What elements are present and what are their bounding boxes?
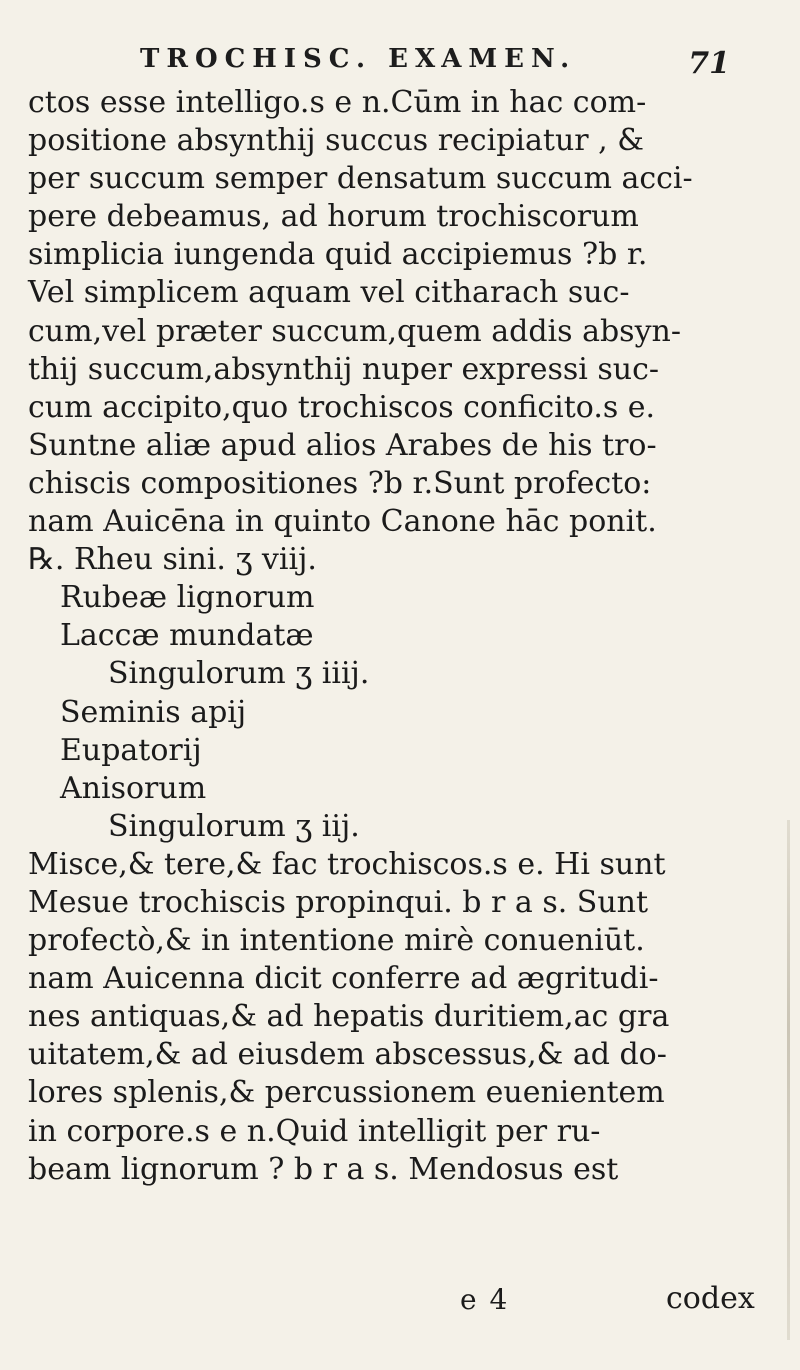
- recipe-ingredient: Laccæ mundatæ: [60, 618, 314, 654]
- catchword: codex: [666, 1281, 755, 1316]
- recipe-ingredient: Rubeæ lignorum: [60, 580, 315, 616]
- text-line: pere debeamus, ad horum trochiscorum: [28, 199, 639, 235]
- page-header: [140, 44, 740, 84]
- text-line: cum accipito,quo trochiscos conficito.s e.: [28, 389, 656, 425]
- text-line: cum,vel præter succum,quem addis absyn-: [28, 313, 681, 349]
- text-line: nes antiquas,& ad hepatis duritiem,ac gra: [28, 999, 670, 1035]
- text-line: nam Auicenna dicit conferre ad ægritudi-: [28, 961, 659, 997]
- text-line: chiscis compositiones ?b r.Sunt profecto:: [28, 465, 652, 501]
- text-line: Suntne aliæ apud alios Arabes de his tro-: [28, 427, 657, 463]
- text-line: nam Auicēna in quinto Canone hāc ponit.: [28, 504, 657, 540]
- text-line: Mesue trochiscis propinqui. b r a s. Sunt: [28, 884, 649, 920]
- text-line: thij succum,absynthij nuper expressi suc-: [28, 351, 660, 387]
- recipe-ingredient: Anisorum: [60, 770, 207, 806]
- text-line: per succum semper densatum succum acci-: [28, 161, 693, 197]
- text-line: ctos esse intelligo.s e n.Cūm in hac com-: [28, 85, 647, 120]
- recipe-ingredient: Seminis apij: [60, 694, 247, 730]
- text-line: simplicia iungenda quid accipiemus ?b r.: [28, 237, 648, 273]
- page-number: 71: [688, 46, 730, 81]
- text-line: in corpore.s e n.Quid intelligit per ru-: [28, 1113, 601, 1149]
- text-line: profectò,& in intentione mirè conueniūt.: [28, 923, 645, 959]
- text-line: beam lignorum ? b r a s. Mendosus est: [28, 1151, 619, 1187]
- text-line: Misce,& tere,& fac trochiscos.s e. Hi sunt: [28, 846, 666, 882]
- running-head: TROCHISC. EXAMEN.: [140, 44, 577, 74]
- text-line: lores splenis,& percussionem euenientem: [28, 1075, 665, 1111]
- recipe-line: ℞. Rheu sini. ʒ viij.: [28, 542, 317, 578]
- text-line: uitatem,& ad eiusdem abscessus,& ad do-: [28, 1037, 667, 1073]
- page-edge-shadow: [787, 820, 790, 1340]
- recipe-quantity: Singulorum ʒ iiij.: [108, 656, 370, 692]
- text-line: Vel simplicem aquam vel citharach suc-: [28, 275, 630, 311]
- signature-mark: e 4: [460, 1283, 510, 1316]
- recipe-quantity: Singulorum ʒ iij.: [108, 808, 360, 844]
- recipe-ingredient: Eupatorij: [60, 732, 202, 768]
- text-line: positione absynthij succus recipiatur , &: [28, 123, 644, 159]
- body-text: [28, 84, 788, 1189]
